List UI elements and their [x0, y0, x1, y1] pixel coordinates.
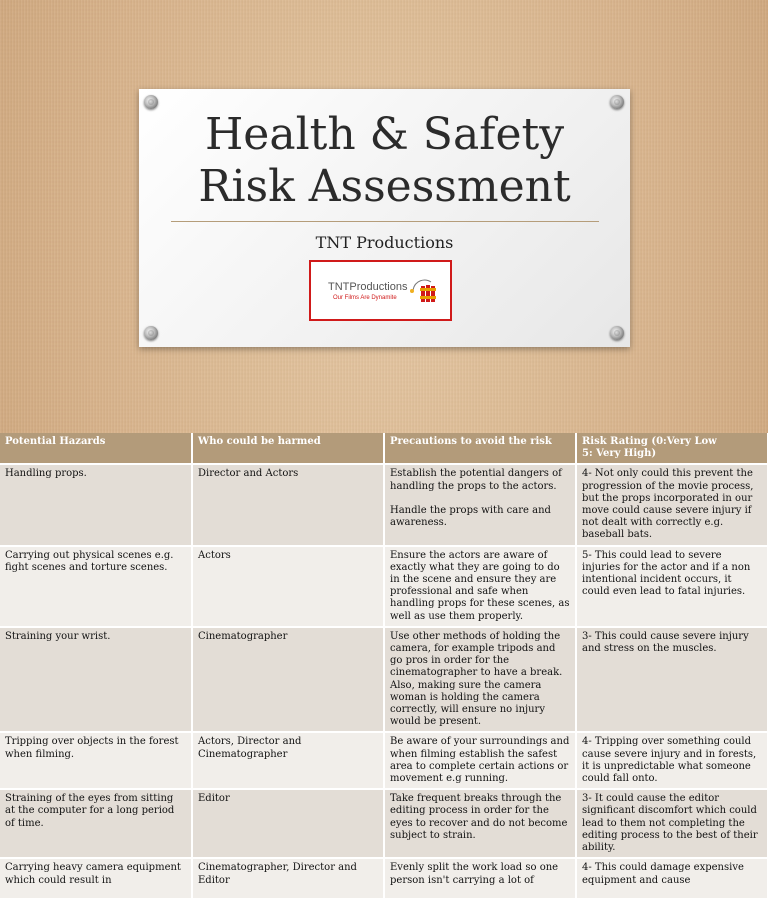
title-card	[139, 89, 630, 347]
hazard-cell: Carrying out physical scenes e.g. fight scenes and torture scenes.	[0, 546, 192, 627]
hazard-cell: Straining of the eyes from sitting at the computer for a long period of time.	[0, 789, 192, 858]
who-cell: Cinematographer, Director and Editor	[192, 858, 384, 898]
who-cell: Editor	[192, 789, 384, 858]
pushpin-icon	[610, 95, 624, 109]
slide-subtitle: TNT Productions	[315, 233, 454, 252]
pushpin-icon	[144, 95, 158, 109]
table-row	[0, 789, 768, 858]
who-cell: Actors, Director and Cinematographer	[192, 732, 384, 789]
title-divider	[171, 221, 599, 222]
rating-cell: 3- It could cause the editor significant discomfort which could lead to them not completing the editing process to the best of their ability.	[576, 789, 768, 858]
hazard-cell: Handling props.	[0, 464, 192, 545]
who-cell: Cinematographer	[192, 627, 384, 733]
precautions-cell: Use other methods of holding the camera, for example tripods and go pros in order for the cinematographer to have a break. Also, making sure the camera woman is holding the camera correctly, will ensure no injury would be present.	[384, 627, 576, 733]
pushpin-icon	[610, 326, 624, 340]
header-precautions: Precautions to avoid the risk	[384, 433, 576, 464]
hazard-cell: Carrying heavy camera equipment which could result in	[0, 858, 192, 898]
precautions-cell: Be aware of your surroundings and when filming establish the safest area to complete certain actions or movement e.g running.	[384, 732, 576, 789]
table-row	[0, 546, 768, 627]
title-line-1: Health & Safety	[204, 109, 565, 160]
precautions-cell: Ensure the actors are aware of exactly what they are going to do in the scene and ensure they are professional and safe when handling props for these scenes, as well as use them properly.	[384, 546, 576, 627]
rating-cell: 4- Not only could this prevent the progression of the movie process, but the props incorporated in our move could cause severe injury if not dealt with correctly e.g. baseball bats.	[576, 464, 768, 545]
precautions-cell: Take frequent breaks through the editing process in order for the eyes to recover and do not become subject to strain.	[384, 789, 576, 858]
hazard-cell: Straining your wrist.	[0, 627, 192, 733]
logo-name: TNTProductions	[328, 281, 408, 293]
who-cell: Actors	[192, 546, 384, 627]
rating-cell: 3- This could cause severe injury and stress on the muscles.	[576, 627, 768, 733]
hazard-cell: Tripping over objects in the forest when filming.	[0, 732, 192, 789]
rating-cell: 5- This could lead to severe injuries for the actor and if a non intentional incident occurs, it could even lead to fatal injuries.	[576, 546, 768, 627]
table-row	[0, 732, 768, 789]
precautions-cell: Establish the potential dangers of handling the props to the actors. Handle the props with care and awareness.	[384, 464, 576, 545]
table-row	[0, 464, 768, 545]
rating-cell: 4- Tripping over something could cause severe injury and in forests, it is unpredictable what someone could fall onto.	[576, 732, 768, 789]
header-potential-hazards: Potential Hazards	[0, 433, 192, 464]
precautions-cell: Evenly split the work load so one person isn't carrying a lot of	[384, 858, 576, 898]
dynamite-icon	[407, 276, 443, 308]
header-risk-rating: Risk Rating (0:Very Low 5: Very High)	[576, 433, 768, 464]
title-line-2: Risk Assessment	[198, 161, 571, 212]
company-logo	[309, 260, 452, 321]
table-header-row	[0, 433, 768, 464]
header-who-harmed: Who could be harmed	[192, 433, 384, 464]
pushpin-icon	[144, 326, 158, 340]
risk-assessment-table	[0, 433, 768, 898]
table-row	[0, 627, 768, 733]
who-cell: Director and Actors	[192, 464, 384, 545]
table-row	[0, 858, 768, 898]
slide-title	[139, 109, 630, 213]
rating-cell: 4- This could damage expensive equipment and cause	[576, 858, 768, 898]
title-slide	[0, 0, 768, 432]
logo-tagline: Our Films Are Dynamite	[333, 295, 397, 301]
